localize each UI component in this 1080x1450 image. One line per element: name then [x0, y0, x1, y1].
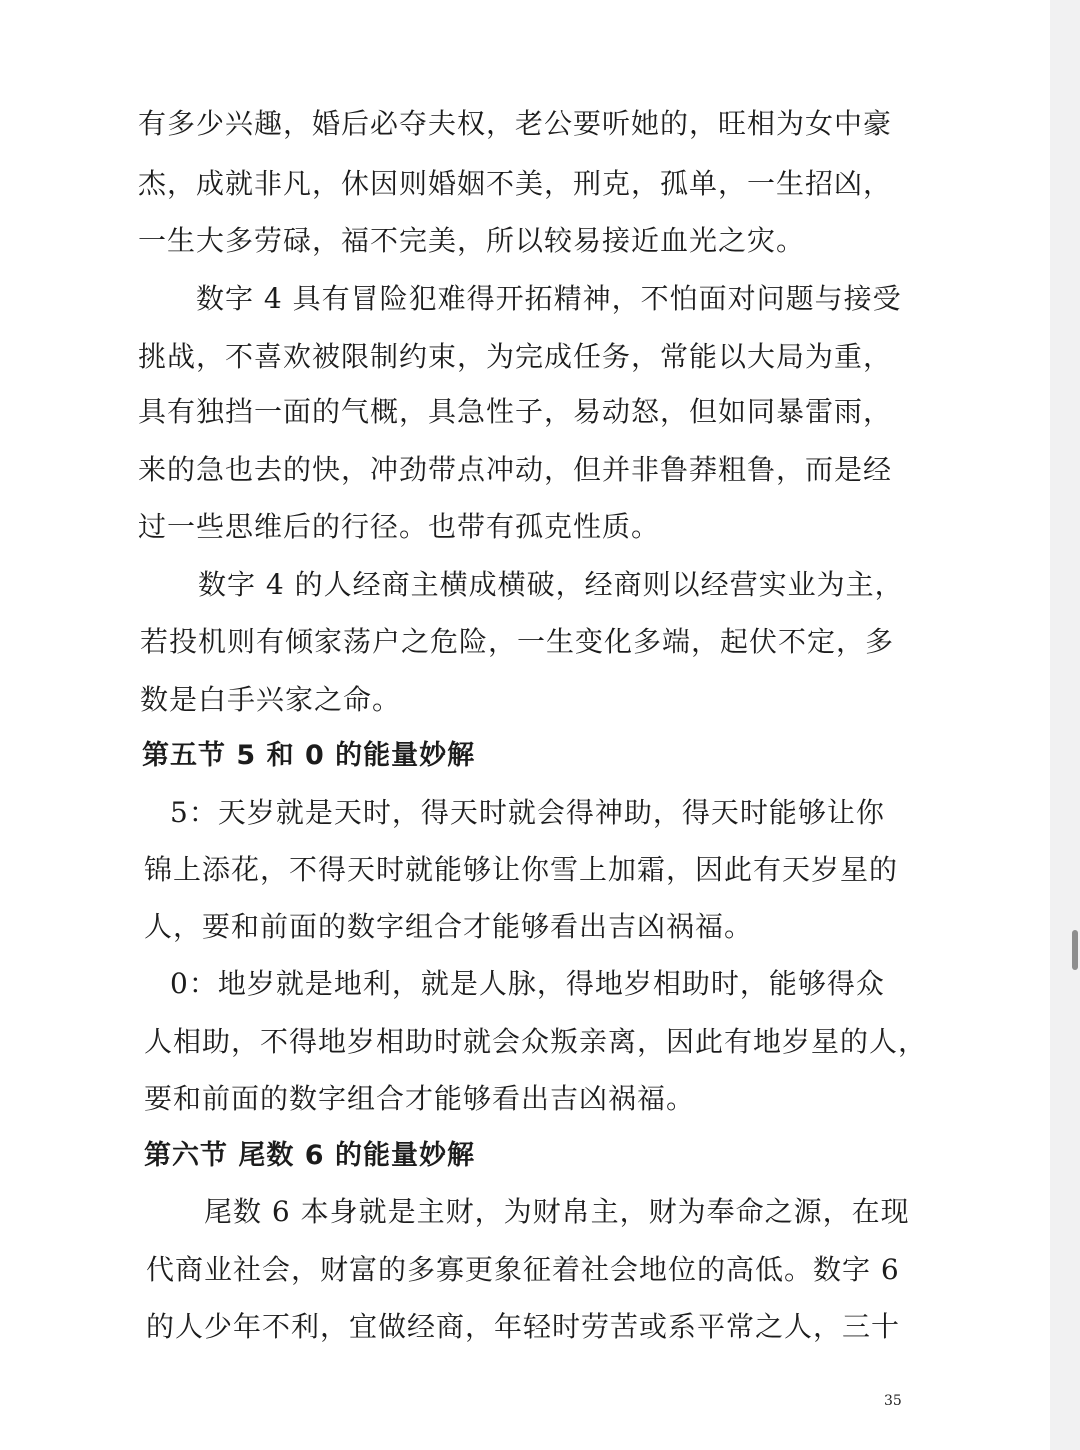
- text-line: 要和前面的数字组合才能够看出吉凶祸福。: [144, 1082, 696, 1115]
- text-line: 数字 4 具有冒险犯难得开拓精神，不怕面对问题与接受: [196, 282, 902, 315]
- text-line: 数字 4 的人经商主横成横破，经商则以经营实业为主，: [198, 568, 904, 601]
- section-heading: 第六节 尾数 6 的能量妙解: [144, 1140, 475, 1171]
- text-line: 来的急也去的快，冲劲带点冲动，但并非鲁莽粗鲁，而是经: [138, 453, 893, 486]
- text-line: 若投机则有倾家荡户之危险，一生变化多端，起伏不定，多: [140, 625, 895, 658]
- text-line: 一生大多劳碌，福不完美，所以较易接近血光之灾。: [138, 224, 806, 257]
- page-number: 35: [884, 1393, 902, 1409]
- text-line: 代商业社会，财富的多寡更象征着社会地位的高低。数字 6: [146, 1253, 900, 1286]
- text-line: 人，要和前面的数字组合才能够看出吉凶祸福。: [144, 910, 754, 943]
- text-line: 数是白手兴家之命。: [140, 683, 402, 716]
- text-line: 挑战，不喜欢被限制约束，为完成任务，常能以大局为重，: [138, 340, 893, 373]
- scrollbar-track[interactable]: [1050, 0, 1080, 1450]
- text-line: 有多少兴趣，婚后必夺夫权，老公要听她的，旺相为女中豪: [138, 107, 893, 140]
- text-line: 过一些思维后的行径。也带有孤克性质。: [138, 510, 661, 543]
- text-line: 0：地岁就是地利，就是人脉，得地岁相助时，能够得众: [170, 967, 885, 1000]
- text-line: 的人少年不利，宜做经商，年轻时劳苦或系平常之人，三十: [146, 1310, 901, 1343]
- text-line: 5：天岁就是天时，得天时就会得神助，得天时能够让你: [170, 796, 885, 829]
- text-line: 锦上添花，不得天时就能够让你雪上加霜，因此有天岁星的: [144, 853, 899, 886]
- scrollbar-thumb[interactable]: [1072, 930, 1078, 970]
- text-line: 杰，成就非凡，休因则婚姻不美，刑克，孤单，一生招凶，: [138, 167, 893, 200]
- text-line: 尾数 6 本身就是主财，为财帛主，财为奉命之源，在现: [204, 1195, 910, 1228]
- text-line: 具有独挡一面的气概，具急性子，易动怒，但如同暴雷雨，: [138, 395, 893, 428]
- section-heading: 第五节 5 和 0 的能量妙解: [142, 740, 476, 771]
- text-line: 人相助，不得地岁相助时就会众叛亲离，因此有地岁星的人，: [144, 1025, 928, 1058]
